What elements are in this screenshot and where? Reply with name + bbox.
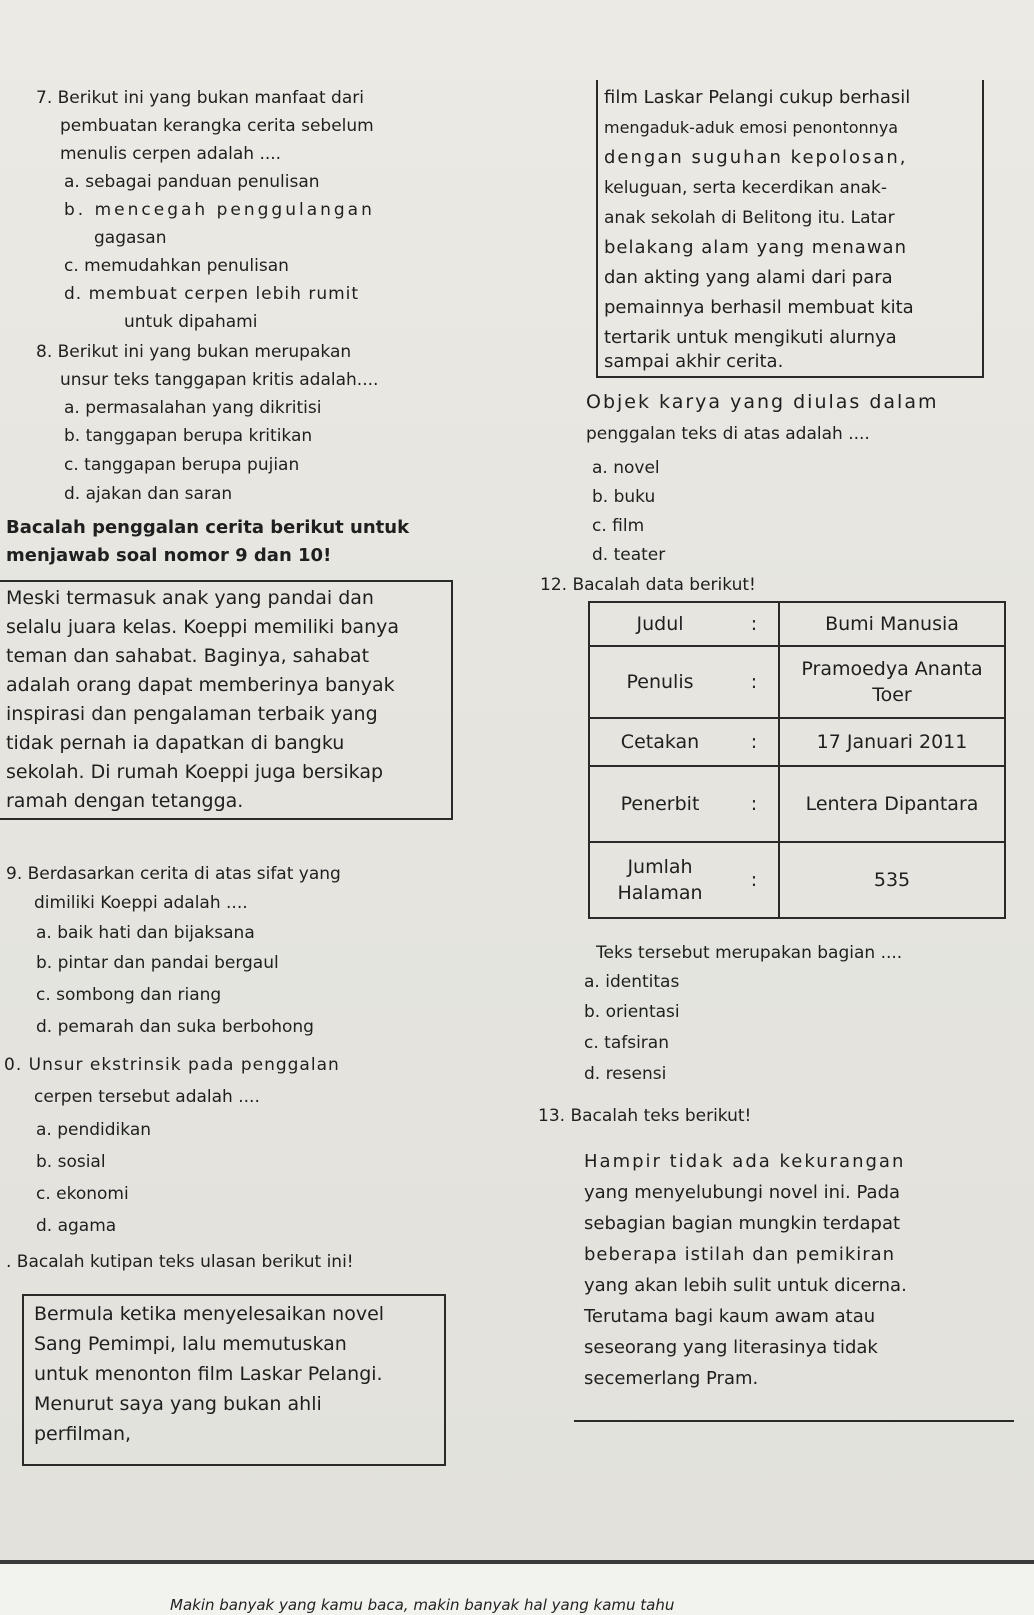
row-label: Penulis xyxy=(589,646,730,718)
row-value: 17 Januari 2011 xyxy=(779,718,1005,766)
instruction-9-10-line-1: Bacalah penggalan cerita berikut untuk xyxy=(6,517,410,538)
q13-intro: 13. Bacalah teks berikut! xyxy=(538,1106,752,1126)
row-colon: : xyxy=(730,602,779,646)
table-row xyxy=(589,766,1005,842)
film-line-7: dan akting yang alami dari para xyxy=(604,267,893,288)
film-line-3: dengan suguhan kepolosan, xyxy=(604,147,908,168)
review-line-5: perfilman, xyxy=(34,1423,132,1445)
row-colon: : xyxy=(730,842,779,918)
q9-stem-line-2: dimiliki Koeppi adalah .... xyxy=(34,893,248,913)
q10-stem-line-1: 0. Unsur ekstrinsik pada penggalan xyxy=(4,1055,340,1075)
q10-option-c: c. ekonomi xyxy=(36,1184,129,1204)
q9-option-d: d. pemarah dan suka berbohong xyxy=(36,1017,314,1037)
q7-option-d: d. membuat cerpen lebih rumit xyxy=(64,284,360,304)
q7-stem-line-3: menulis cerpen adalah .... xyxy=(60,144,282,164)
q13-line-3: sebagian bagian mungkin terdapat xyxy=(584,1213,901,1234)
q8-option-c: c. tanggapan berupa pujian xyxy=(64,455,300,475)
film-line-5: anak sekolah di Belitong itu. Latar xyxy=(604,208,895,228)
q10-option-d: d. agama xyxy=(36,1216,117,1236)
story-line-7: sekolah. Di rumah Koeppi juga bersikap xyxy=(6,761,384,783)
row-value: 535 xyxy=(779,842,1005,918)
film-line-10: sampai akhir cerita. xyxy=(604,351,784,372)
q7-option-b-cont: gagasan xyxy=(94,228,167,248)
q11-option-a: a. novel xyxy=(592,458,660,478)
q10-stem-line-2: cerpen tersebut adalah .... xyxy=(34,1087,260,1107)
instruction-9-10-line-2: menjawab soal nomor 9 dan 10! xyxy=(6,545,332,566)
q9-option-b: b. pintar dan pandai bergaul xyxy=(36,953,279,973)
q11-intro: . Bacalah kutipan teks ulasan berikut ini! xyxy=(6,1252,354,1272)
review-line-1: Bermula ketika menyelesaikan novel xyxy=(34,1303,385,1325)
story-line-4: adalah orang dapat memberinya banyak xyxy=(6,674,395,696)
q7-option-d-cont: untuk dipahami xyxy=(124,312,258,332)
film-line-6: belakang alam yang menawan xyxy=(604,237,907,258)
q12-option-a: a. identitas xyxy=(584,972,680,992)
q11-stem-line-1: Objek karya yang diulas dalam xyxy=(586,391,939,413)
story-line-8: ramah dengan tetangga. xyxy=(6,790,244,812)
row-label: Judul xyxy=(589,602,730,646)
story-line-3: teman dan sahabat. Baginya, sahabat xyxy=(6,645,370,667)
row-colon: : xyxy=(730,646,779,718)
row-value: Bumi Manusia xyxy=(779,602,1005,646)
table-row xyxy=(589,842,1005,918)
q7-option-a: a. sebagai panduan penulisan xyxy=(64,172,320,192)
row-label: Cetakan xyxy=(589,718,730,766)
footer-motto: Makin banyak yang kamu baca, makin banyak hal yang kamu tahu xyxy=(170,1596,675,1614)
review-line-2: Sang Pemimpi, lalu memutuskan xyxy=(34,1333,347,1355)
film-line-4: keluguan, serta kecerdikan anak- xyxy=(604,178,887,198)
row-colon: : xyxy=(730,718,779,766)
q8-option-a: a. permasalahan yang dikritisi xyxy=(64,398,322,418)
row-label: Jumlah Halaman xyxy=(589,842,730,918)
q13-line-6: Terutama bagi kaum awam atau xyxy=(584,1306,876,1327)
q13-line-5: yang akan lebih sulit untuk dicerna. xyxy=(584,1275,907,1296)
table-row xyxy=(589,602,1005,646)
story-line-5: inspirasi dan pengalaman terbaik yang xyxy=(6,703,378,725)
q8-stem-line-1: 8. Berikut ini yang bukan merupakan xyxy=(36,342,352,362)
q7-option-c: c. memudahkan penulisan xyxy=(64,256,289,276)
q8-option-b: b. tanggapan berupa kritikan xyxy=(64,426,313,446)
q12-option-b: b. orientasi xyxy=(584,1002,680,1022)
book-data-table xyxy=(588,601,1006,919)
q12-option-d: d. resensi xyxy=(584,1064,667,1084)
q7-stem-line-1: 7. Berikut ini yang bukan manfaat dari xyxy=(36,88,364,108)
q10-option-a: a. pendidikan xyxy=(36,1120,152,1140)
q7-stem-line-2: pembuatan kerangka cerita sebelum xyxy=(60,116,374,136)
story-line-1: Meski termasuk anak yang pandai dan xyxy=(6,587,374,609)
q11-option-c: c. film xyxy=(592,516,645,536)
row-value: Lentera Dipantara xyxy=(779,766,1005,842)
q13-line-4: beberapa istilah dan pemikiran xyxy=(584,1244,896,1265)
row-colon: : xyxy=(730,766,779,842)
film-line-2: mengaduk-aduk emosi penontonnya xyxy=(604,118,899,137)
q11-option-b: b. buku xyxy=(592,487,656,507)
story-line-2: selalu juara kelas. Koeppi memiliki banya xyxy=(6,616,400,638)
q13-line-2: yang menyelubungi novel ini. Pada xyxy=(584,1182,901,1203)
film-line-9: tertarik untuk mengikuti alurnya xyxy=(604,327,897,348)
q9-stem-line-1: 9. Berdasarkan cerita di atas sifat yang xyxy=(6,864,341,884)
q10-option-b: b. sosial xyxy=(36,1152,106,1172)
row-value: Pramoedya Ananta Toer xyxy=(779,646,1005,718)
film-line-8: pemainnya berhasil membuat kita xyxy=(604,297,914,318)
q9-option-c: c. sombong dan riang xyxy=(36,985,222,1005)
q11-stem-line-2: penggalan teks di atas adalah .... xyxy=(586,424,870,444)
row-label: Penerbit xyxy=(589,766,730,842)
review-line-3: untuk menonton film Laskar Pelangi. xyxy=(34,1363,383,1385)
story-line-6: tidak pernah ia dapatkan di bangku xyxy=(6,732,345,754)
q7-option-b: b. mencegah penggulangan xyxy=(64,200,375,220)
q8-option-d: d. ajakan dan saran xyxy=(64,484,233,504)
q12-option-c: c. tafsiran xyxy=(584,1033,669,1053)
table-row xyxy=(589,718,1005,766)
q13-line-1: Hampir tidak ada kekurangan xyxy=(584,1151,906,1172)
q11-option-d: d. teater xyxy=(592,545,666,565)
q12-intro: 12. Bacalah data berikut! xyxy=(540,575,756,595)
q13-line-7: seseorang yang literasinya tidak xyxy=(584,1337,878,1358)
q12-stem: Teks tersebut merupakan bagian .... xyxy=(596,943,903,963)
q8-stem-line-2: unsur teks tanggapan kritis adalah.... xyxy=(60,370,379,390)
q9-option-a: a. baik hati dan bijaksana xyxy=(36,923,255,943)
table-row xyxy=(589,646,1005,718)
review-line-4: Menurut saya yang bukan ahli xyxy=(34,1393,322,1415)
q13-line-8: secemerlang Pram. xyxy=(584,1368,759,1389)
film-line-1: film Laskar Pelangi cukup berhasil xyxy=(604,87,911,108)
